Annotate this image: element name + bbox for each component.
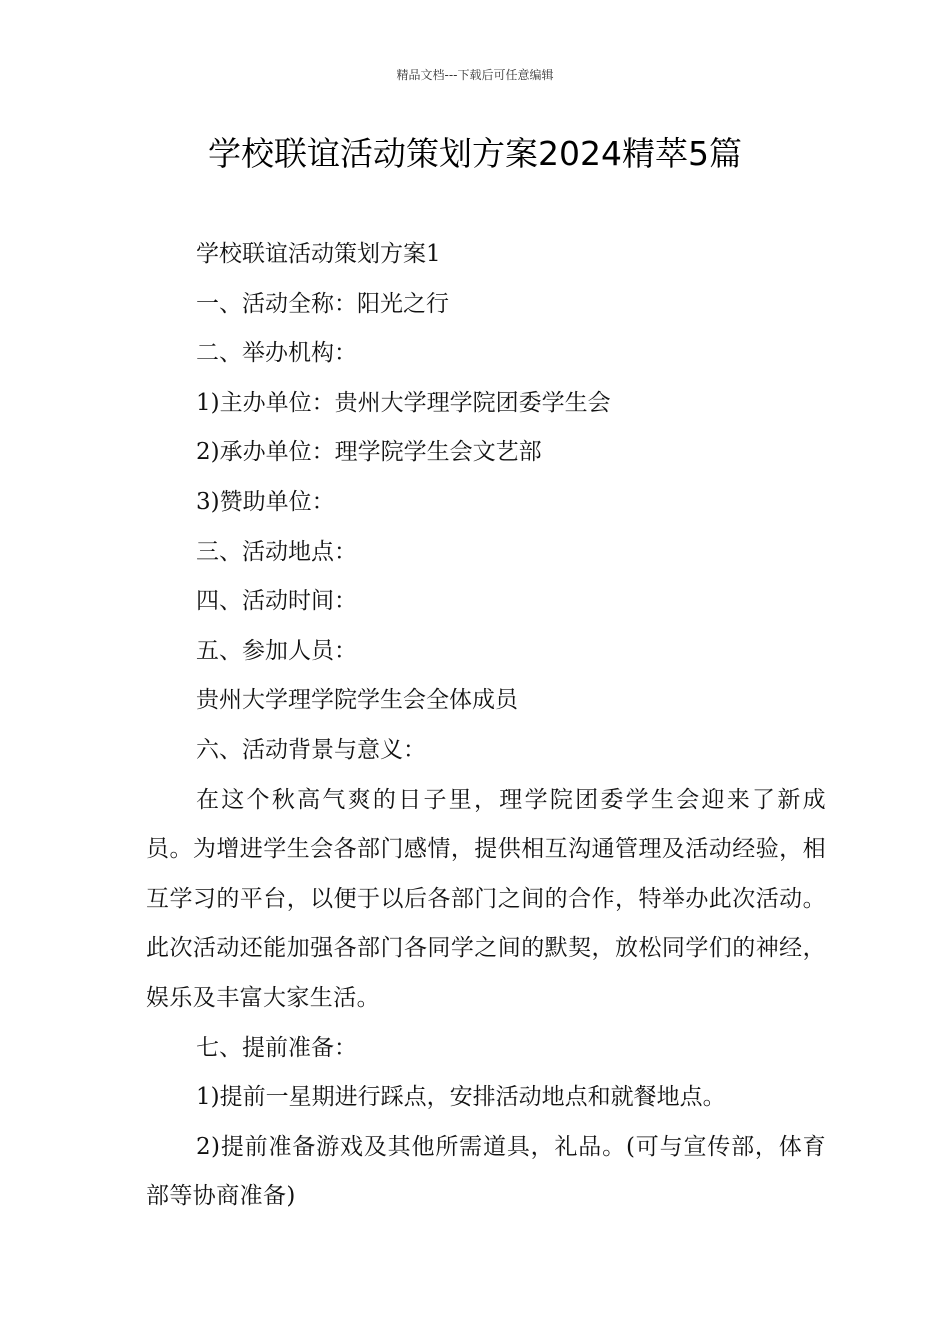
- participants-heading: 五、参加人员：: [196, 637, 357, 664]
- preparation-item-1: 1)提前一星期进行踩点，安排活动地点和就餐地点。: [196, 1084, 726, 1111]
- organizing-unit-line: 2)承办单位：理学院学生会文艺部: [196, 439, 542, 466]
- sponsor-unit-line: 3)赞助单位：: [196, 488, 335, 515]
- organizer-heading: 二、举办机构：: [196, 340, 357, 367]
- header-note: 精品文档---下载后可任意编辑: [396, 68, 554, 82]
- host-unit-line: 1)主办单位：贵州大学理学院团委学生会: [196, 389, 611, 416]
- section-title: 学校联谊活动策划方案1: [196, 241, 441, 267]
- participants-line: 贵州大学理学院学生会全体成员: [196, 687, 518, 714]
- venue-line: 三、活动地点：: [196, 538, 357, 565]
- time-line: 四、活动时间：: [196, 588, 357, 615]
- document-title: 学校联谊活动策划方案2024精萃5篇: [208, 134, 742, 173]
- preparation-heading: 七、提前准备：: [196, 1034, 357, 1061]
- preparation-item-2: 2)提前准备游戏及其他所需道具，礼品。(可与宣传部，体育部等协商准备): [146, 1133, 826, 1210]
- background-heading: 六、活动背景与意义：: [196, 736, 426, 763]
- activity-name-line: 一、活动全称：阳光之行: [196, 290, 449, 317]
- document-body: [146, 230, 826, 1222]
- background-paragraph: 在这个秋高气爽的日子里，理学院团委学生会迎来了新成员。为增进学生会各部门感情，提供相互沟通管理及活动经验，相互学习的平台，以便于以后各部门之间的合作，特举办此次活动。此次活动还能加强各部门各同学之间的默契，放松同学们的神经，娱乐及丰富大家生活。: [146, 786, 826, 1011]
